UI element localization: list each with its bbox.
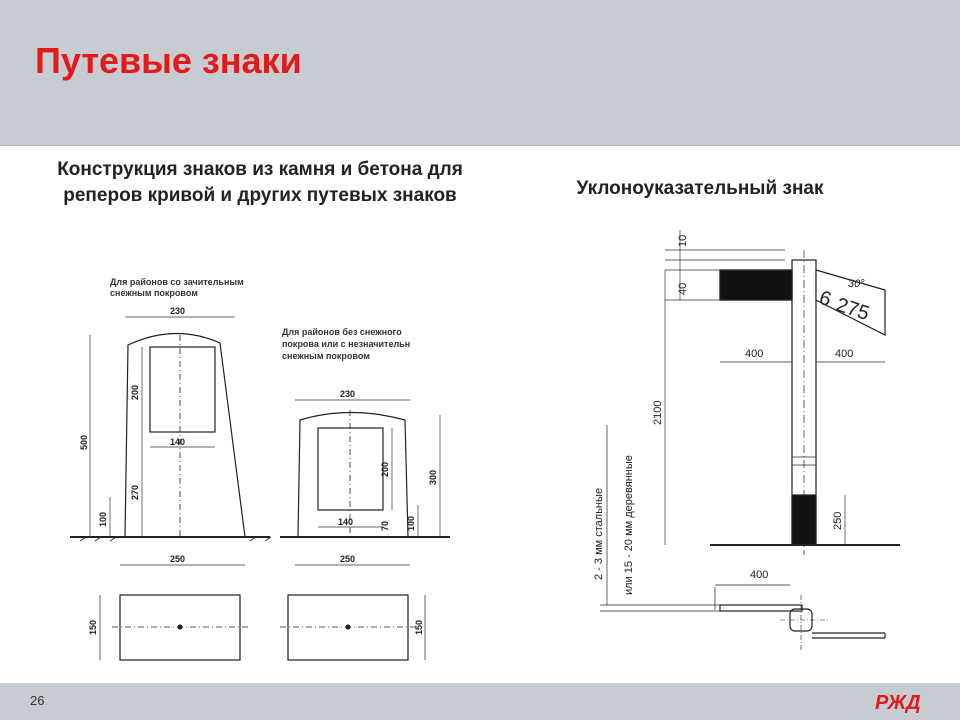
dim-70: 70 (380, 520, 390, 531)
footer-band (0, 683, 960, 720)
snow-label-2: снежным покровом (110, 288, 198, 298)
dim-230b: 230 (340, 389, 356, 399)
page-number: 26 (30, 693, 45, 708)
dim-270: 270 (130, 484, 140, 500)
dim-200a: 200 (130, 384, 140, 400)
dim-250a: 250 (170, 554, 186, 564)
angle-label: 30° (848, 278, 865, 290)
snow-label-1: Для районов со зачительным (110, 277, 244, 287)
nosnow-label-1: Для районов без снежного (282, 327, 402, 337)
dim-100a: 100 (98, 511, 108, 527)
dim-250: 250 (832, 511, 844, 530)
sign-post (710, 250, 900, 555)
marker-construction-diagram (70, 265, 470, 675)
slide-title: Путевые знаки (35, 40, 302, 81)
material-label-steel: 2 - 3 мм стальные (593, 487, 605, 580)
dim-140a: 140 (170, 437, 186, 447)
nosnow-label-2: покрова или с незначительн (282, 339, 411, 349)
dim-40: 40 (677, 282, 689, 295)
dim-140b: 140 (338, 517, 354, 527)
dim-2100: 2100 (652, 400, 664, 425)
rzd-logo-icon (870, 687, 930, 717)
svg-text:РЖД: РЖД (875, 692, 921, 714)
dim-10: 10 (677, 234, 689, 247)
dim-100b: 100 (406, 515, 416, 531)
nosnow-label-3: снежным покровом (282, 351, 370, 361)
header-band (0, 0, 960, 146)
sign-plan-view (600, 425, 885, 650)
left-caption: Конструкция знаков из камня и бетона для реперов кривой и других путевых знаков (57, 159, 463, 206)
sign-number-right: 275 (833, 293, 872, 326)
gradient-sign-diagram (580, 225, 920, 675)
sign-number-left: 6 (816, 286, 834, 312)
dim-230a: 230 (170, 306, 186, 316)
material-label-wood: или 15 - 20 мм деревянные (623, 455, 635, 595)
dim-150b: 150 (414, 619, 424, 635)
dim-300: 300 (428, 469, 438, 485)
dim-200b: 200 (380, 461, 390, 477)
dim-400b: 400 (835, 348, 854, 360)
dim-250b: 250 (340, 554, 356, 564)
dim-400c: 400 (750, 569, 769, 581)
short-marker (280, 410, 450, 537)
dim-400a: 400 (745, 348, 764, 360)
dim-500: 500 (79, 434, 89, 450)
right-caption: Уклоноуказательный знак (576, 178, 824, 199)
plan-views (100, 595, 425, 660)
dim-150a: 150 (88, 619, 98, 635)
